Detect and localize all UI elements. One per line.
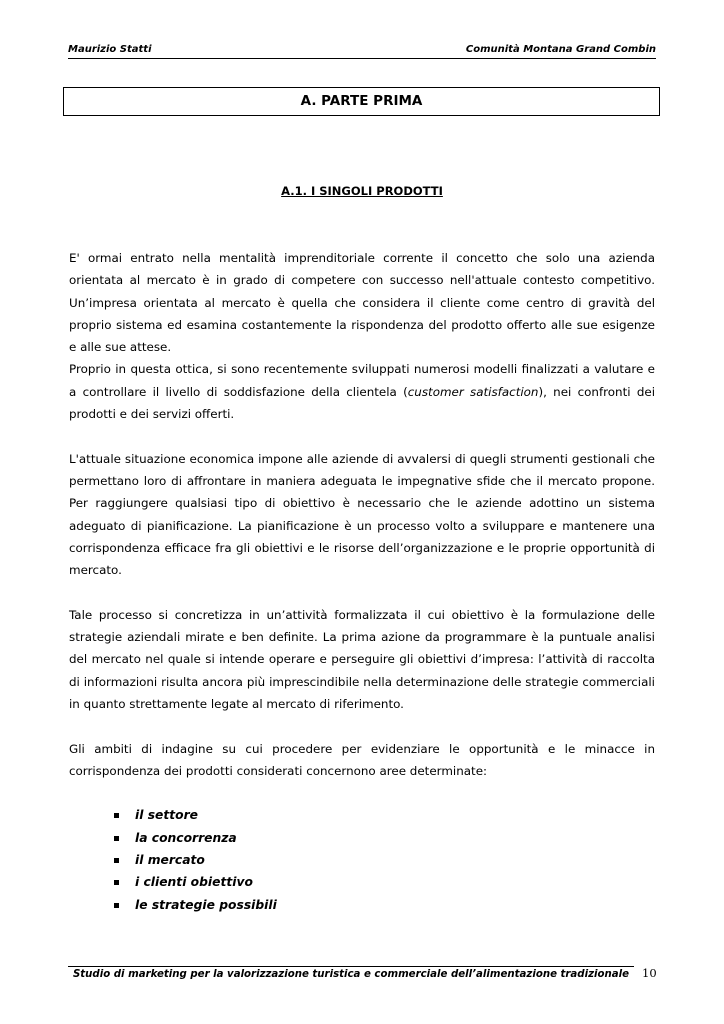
paragraph-spacer	[69, 715, 655, 737]
list-item	[69, 849, 655, 871]
page-footer: Studio di marketing per la valorizzazione turistica e commerciale dell’alimentazione tradizionale	[68, 966, 634, 980]
paragraph-spacer	[69, 425, 655, 447]
header-organization: Comunità Montana Grand Combin	[465, 44, 656, 55]
paragraph-5: Gli ambiti di indagine su cui procedere per evidenziare le opportunità e le minacce in corrispondenza dei prodotti considerati concernono aree determinate:	[69, 741, 655, 778]
paragraph-3: L'attuale situazione economica impone alle aziende di avvalersi di quegli strumenti gestionali che permettano loro di affrontare in maniera adeguata le impegnative sfide che il mercato propone. Per raggiungere qualsiasi tipo di obiettivo è necessario che le aziende adottino un sistema adeguato di pianificazione. La pianificazione è un processo volto a sviluppare e mantenere una corrispondenza efficace fra gli obiettivi e le risorse dell’organizzazione e le proprie opportunità di mercato.	[69, 451, 655, 578]
list-item	[69, 804, 655, 826]
list-item	[69, 871, 655, 893]
paragraph-2-italic: customer satisfaction	[407, 384, 539, 399]
list-item	[69, 894, 655, 916]
square-bullet-icon	[114, 836, 119, 841]
list-item-label: i clienti obiettivo	[135, 875, 253, 890]
paragraph-spacer	[69, 581, 655, 603]
list-item-label: le strategie possibili	[135, 897, 277, 912]
square-bullet-icon	[114, 858, 119, 863]
square-bullet-icon	[114, 813, 119, 818]
subsection-title: A.1. I SINGOLI PRODOTTI	[281, 184, 443, 198]
list-item	[69, 827, 655, 849]
paragraph-spacer	[69, 782, 655, 804]
list-item-label: la concorrenza	[135, 830, 237, 845]
paragraph-2-text-b: ), nei confronti dei prodotti e dei servizi offerti.	[69, 384, 655, 422]
list-item-label: il settore	[135, 808, 198, 823]
square-bullet-icon	[114, 880, 119, 885]
list-item-label: il mercato	[135, 853, 205, 868]
header-author: Maurizio Statti	[68, 44, 152, 55]
paragraph-1: E' ormai entrato nella mentalità imprenditoriale corrente il concetto che solo una azienda orientata al mercato è in grado di competere con successo nell'attuale contesto competitivo. Un’impresa orientata al mercato è quella che considera il cliente come centro di gravità del proprio sistema ed esamina costantemente la rispondenza del prodotto offerto alle sue esigenze e alle sue attese.	[69, 251, 655, 355]
paragraph-2	[69, 358, 655, 425]
section-title: A. PARTE PRIMA	[63, 87, 660, 116]
paragraph-2-text-a: Proprio in questa ottica, si sono recentemente sviluppati numerosi modelli finalizzati a valutare e a controllare il livello di soddisfazione della clientela (	[69, 362, 655, 399]
page-header	[68, 44, 656, 59]
square-bullet-icon	[114, 903, 119, 908]
page-number: 10	[642, 966, 657, 980]
paragraph-4: Tale processo si concretizza in un’attività formalizzata il cui obiettivo è la formulazione delle strategie aziendali mirate e ben definite. La prima azione da programmare è la puntuale analisi del mercato nel quale si intende operare e perseguire gli obiettivi d’impresa: l’attività di raccolta di informazioni risulta ancora più imprescindibile nella determinazione delle strategie commerciali in quanto strettamente legate al mercato di riferimento.	[69, 607, 655, 711]
bullet-list	[69, 804, 655, 915]
document-body	[69, 247, 655, 916]
